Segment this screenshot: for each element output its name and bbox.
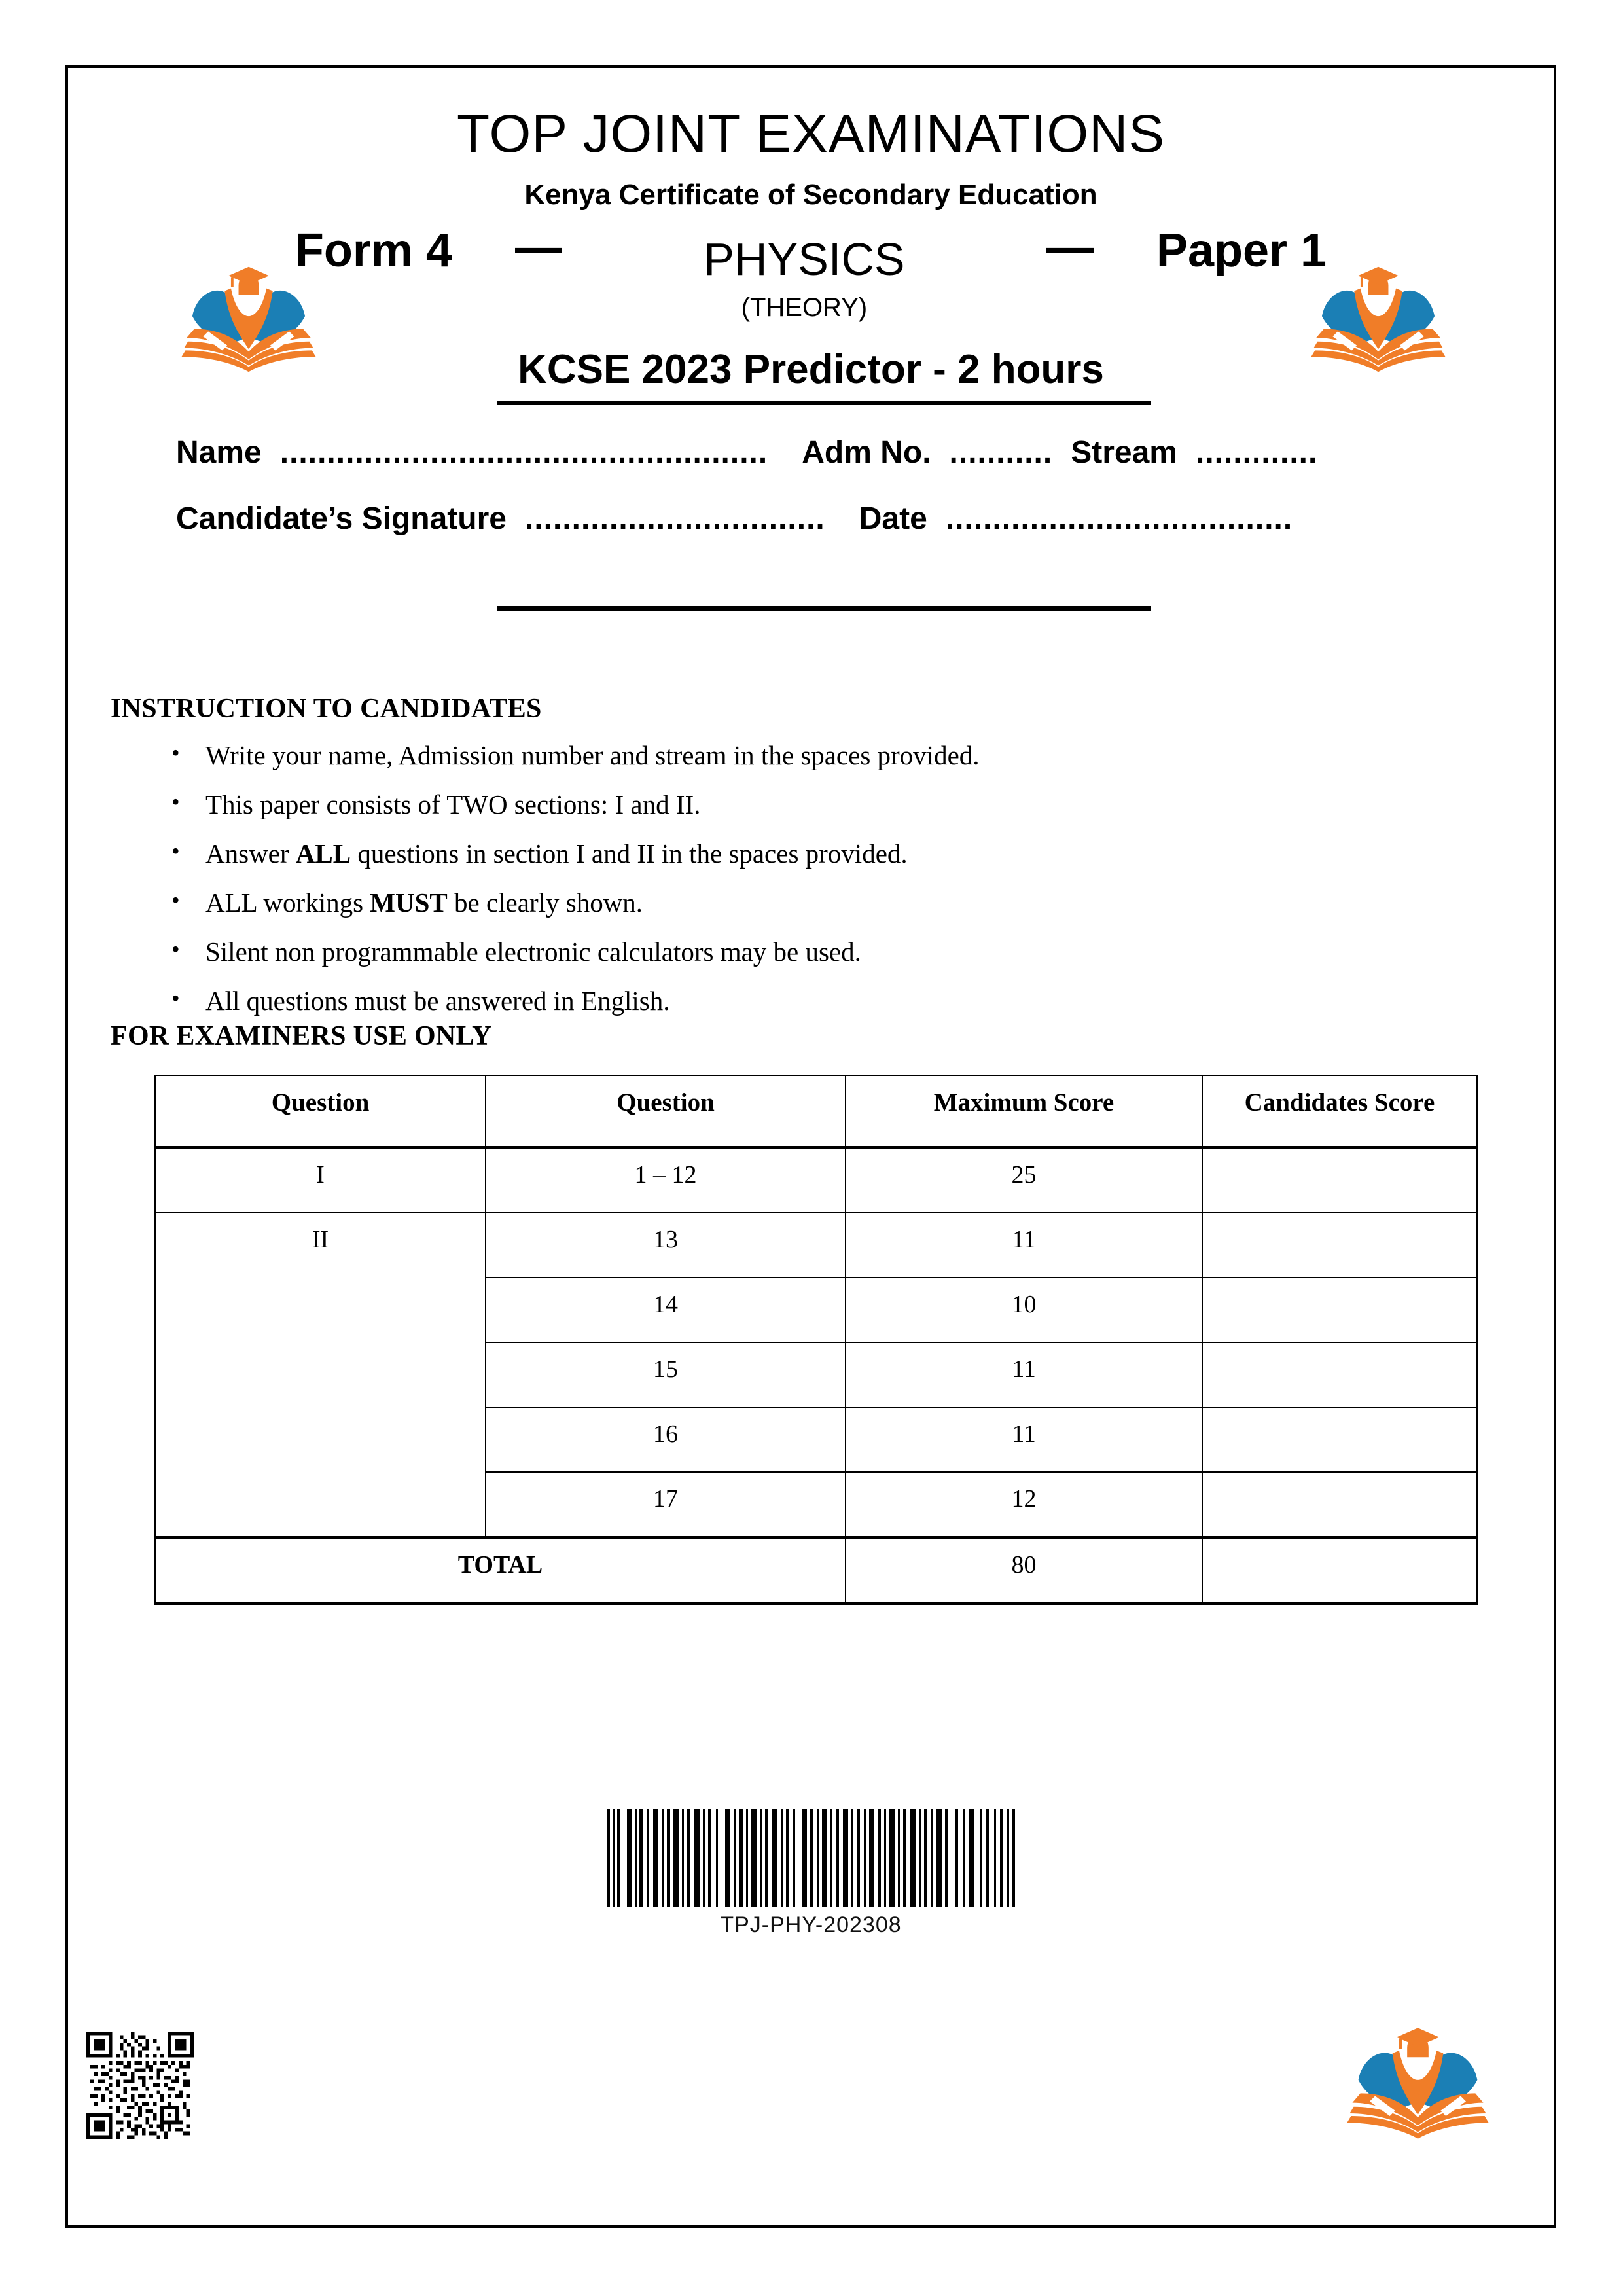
cell-question: 13 [486, 1213, 846, 1278]
paper-exam-line: KCSE 2023 Predictor - 2 hours [518, 347, 1104, 392]
cell-question: 15 [486, 1342, 846, 1407]
paper-identity-row [114, 217, 1508, 348]
instructions-heading: INSTRUCTION TO CANDIDATES [111, 694, 542, 724]
form-label: Form 4 [294, 224, 452, 277]
subject-block [634, 217, 974, 321]
column-header-question: Question [486, 1075, 846, 1147]
instruction-item: • Write your name, Admission number and stream in the spaces provided. [205, 742, 1449, 769]
dash-separator-right: — [1046, 221, 1094, 274]
table-header-row [155, 1075, 1477, 1147]
instruction-item: • All questions must be answered in English. [205, 988, 1449, 1014]
barcode-label: TPJ-PHY-202308 [720, 1912, 902, 1937]
cell-candidate-score[interactable] [1202, 1472, 1477, 1537]
examiners-score-table [154, 1075, 1478, 1605]
subject-name: PHYSICS [704, 234, 905, 285]
subject-qualifier: (THEORY) [741, 293, 868, 322]
instructions-list [160, 742, 1449, 1037]
column-header-candidates-score: Candidates Score [1202, 1075, 1477, 1147]
cell-max-score: 10 [846, 1278, 1202, 1342]
top-joint-examinations-logo-footer [1338, 2018, 1498, 2147]
instruction-item: • Silent non programmable electronic calculators may be used. [205, 939, 1449, 965]
dash-separator-left: — [514, 221, 562, 274]
instruction-item: • ALL workings MUST be clearly shown. [205, 889, 1449, 916]
date-input-line[interactable]: ..................................... [945, 501, 1293, 536]
date-label: Date [859, 501, 927, 536]
cell-question: 16 [486, 1407, 846, 1472]
exam-subtitle: Kenya Certificate of Secondary Education [524, 179, 1097, 211]
cell-max-score: 11 [846, 1213, 1202, 1278]
cell-max-score: 11 [846, 1407, 1202, 1472]
candidate-fields [176, 435, 1482, 537]
candidate-row-signature [176, 501, 1482, 537]
cell-max-score: 11 [846, 1342, 1202, 1407]
barcode-icon [605, 1809, 1016, 1907]
signature-input-line[interactable]: ................................ [524, 501, 825, 536]
name-label: Name [176, 435, 262, 470]
column-header-maximum-score: Maximum Score [846, 1075, 1202, 1147]
instruction-item: • This paper consists of TWO sections: I and II. [205, 791, 1449, 818]
adm-no-input-line[interactable]: ........... [949, 435, 1053, 470]
cell-max-score: 25 [846, 1147, 1202, 1213]
page-border [65, 65, 1556, 2228]
cell-question: 14 [486, 1278, 846, 1342]
header-rule-top [497, 401, 1151, 405]
instruction-item: • Answer ALL questions in section I and II in the spaces provided. [205, 840, 1449, 867]
cell-total-label: TOTAL [155, 1537, 846, 1604]
column-header-section: Question [155, 1075, 486, 1147]
candidate-row-name [176, 435, 1482, 471]
stream-label: Stream [1071, 435, 1177, 470]
cell-candidate-score[interactable] [1202, 1342, 1477, 1407]
cell-section: I [155, 1147, 486, 1213]
table-row [155, 1147, 1477, 1213]
table-row [155, 1213, 1477, 1278]
table-total-row [155, 1537, 1477, 1604]
cell-question: 17 [486, 1472, 846, 1537]
cell-candidate-score[interactable] [1202, 1278, 1477, 1342]
cell-question: 1 – 12 [486, 1147, 846, 1213]
header-rule-bottom [497, 606, 1151, 611]
examiners-heading: FOR EXAMINERS USE ONLY [111, 1021, 492, 1051]
paper-label: Paper 1 [1156, 224, 1327, 277]
cell-candidate-score[interactable] [1202, 1147, 1477, 1213]
cell-max-score: 12 [846, 1472, 1202, 1537]
cell-candidate-score[interactable] [1202, 1407, 1477, 1472]
cell-total-max-score: 80 [846, 1537, 1202, 1604]
stream-input-line[interactable]: ............. [1195, 435, 1318, 470]
cell-candidate-score[interactable] [1202, 1213, 1477, 1278]
exam-title: TOP JOINT EXAMINATIONS [456, 104, 1166, 164]
adm-no-label: Adm No. [802, 435, 931, 470]
signature-label: Candidate’s Signature [176, 501, 507, 536]
cell-total-candidate-score[interactable] [1202, 1537, 1477, 1604]
qr-code-icon [86, 2032, 194, 2139]
name-input-line[interactable]: .................................................... [279, 435, 768, 470]
barcode-block [68, 1809, 1554, 1938]
cell-section: II [155, 1213, 486, 1537]
